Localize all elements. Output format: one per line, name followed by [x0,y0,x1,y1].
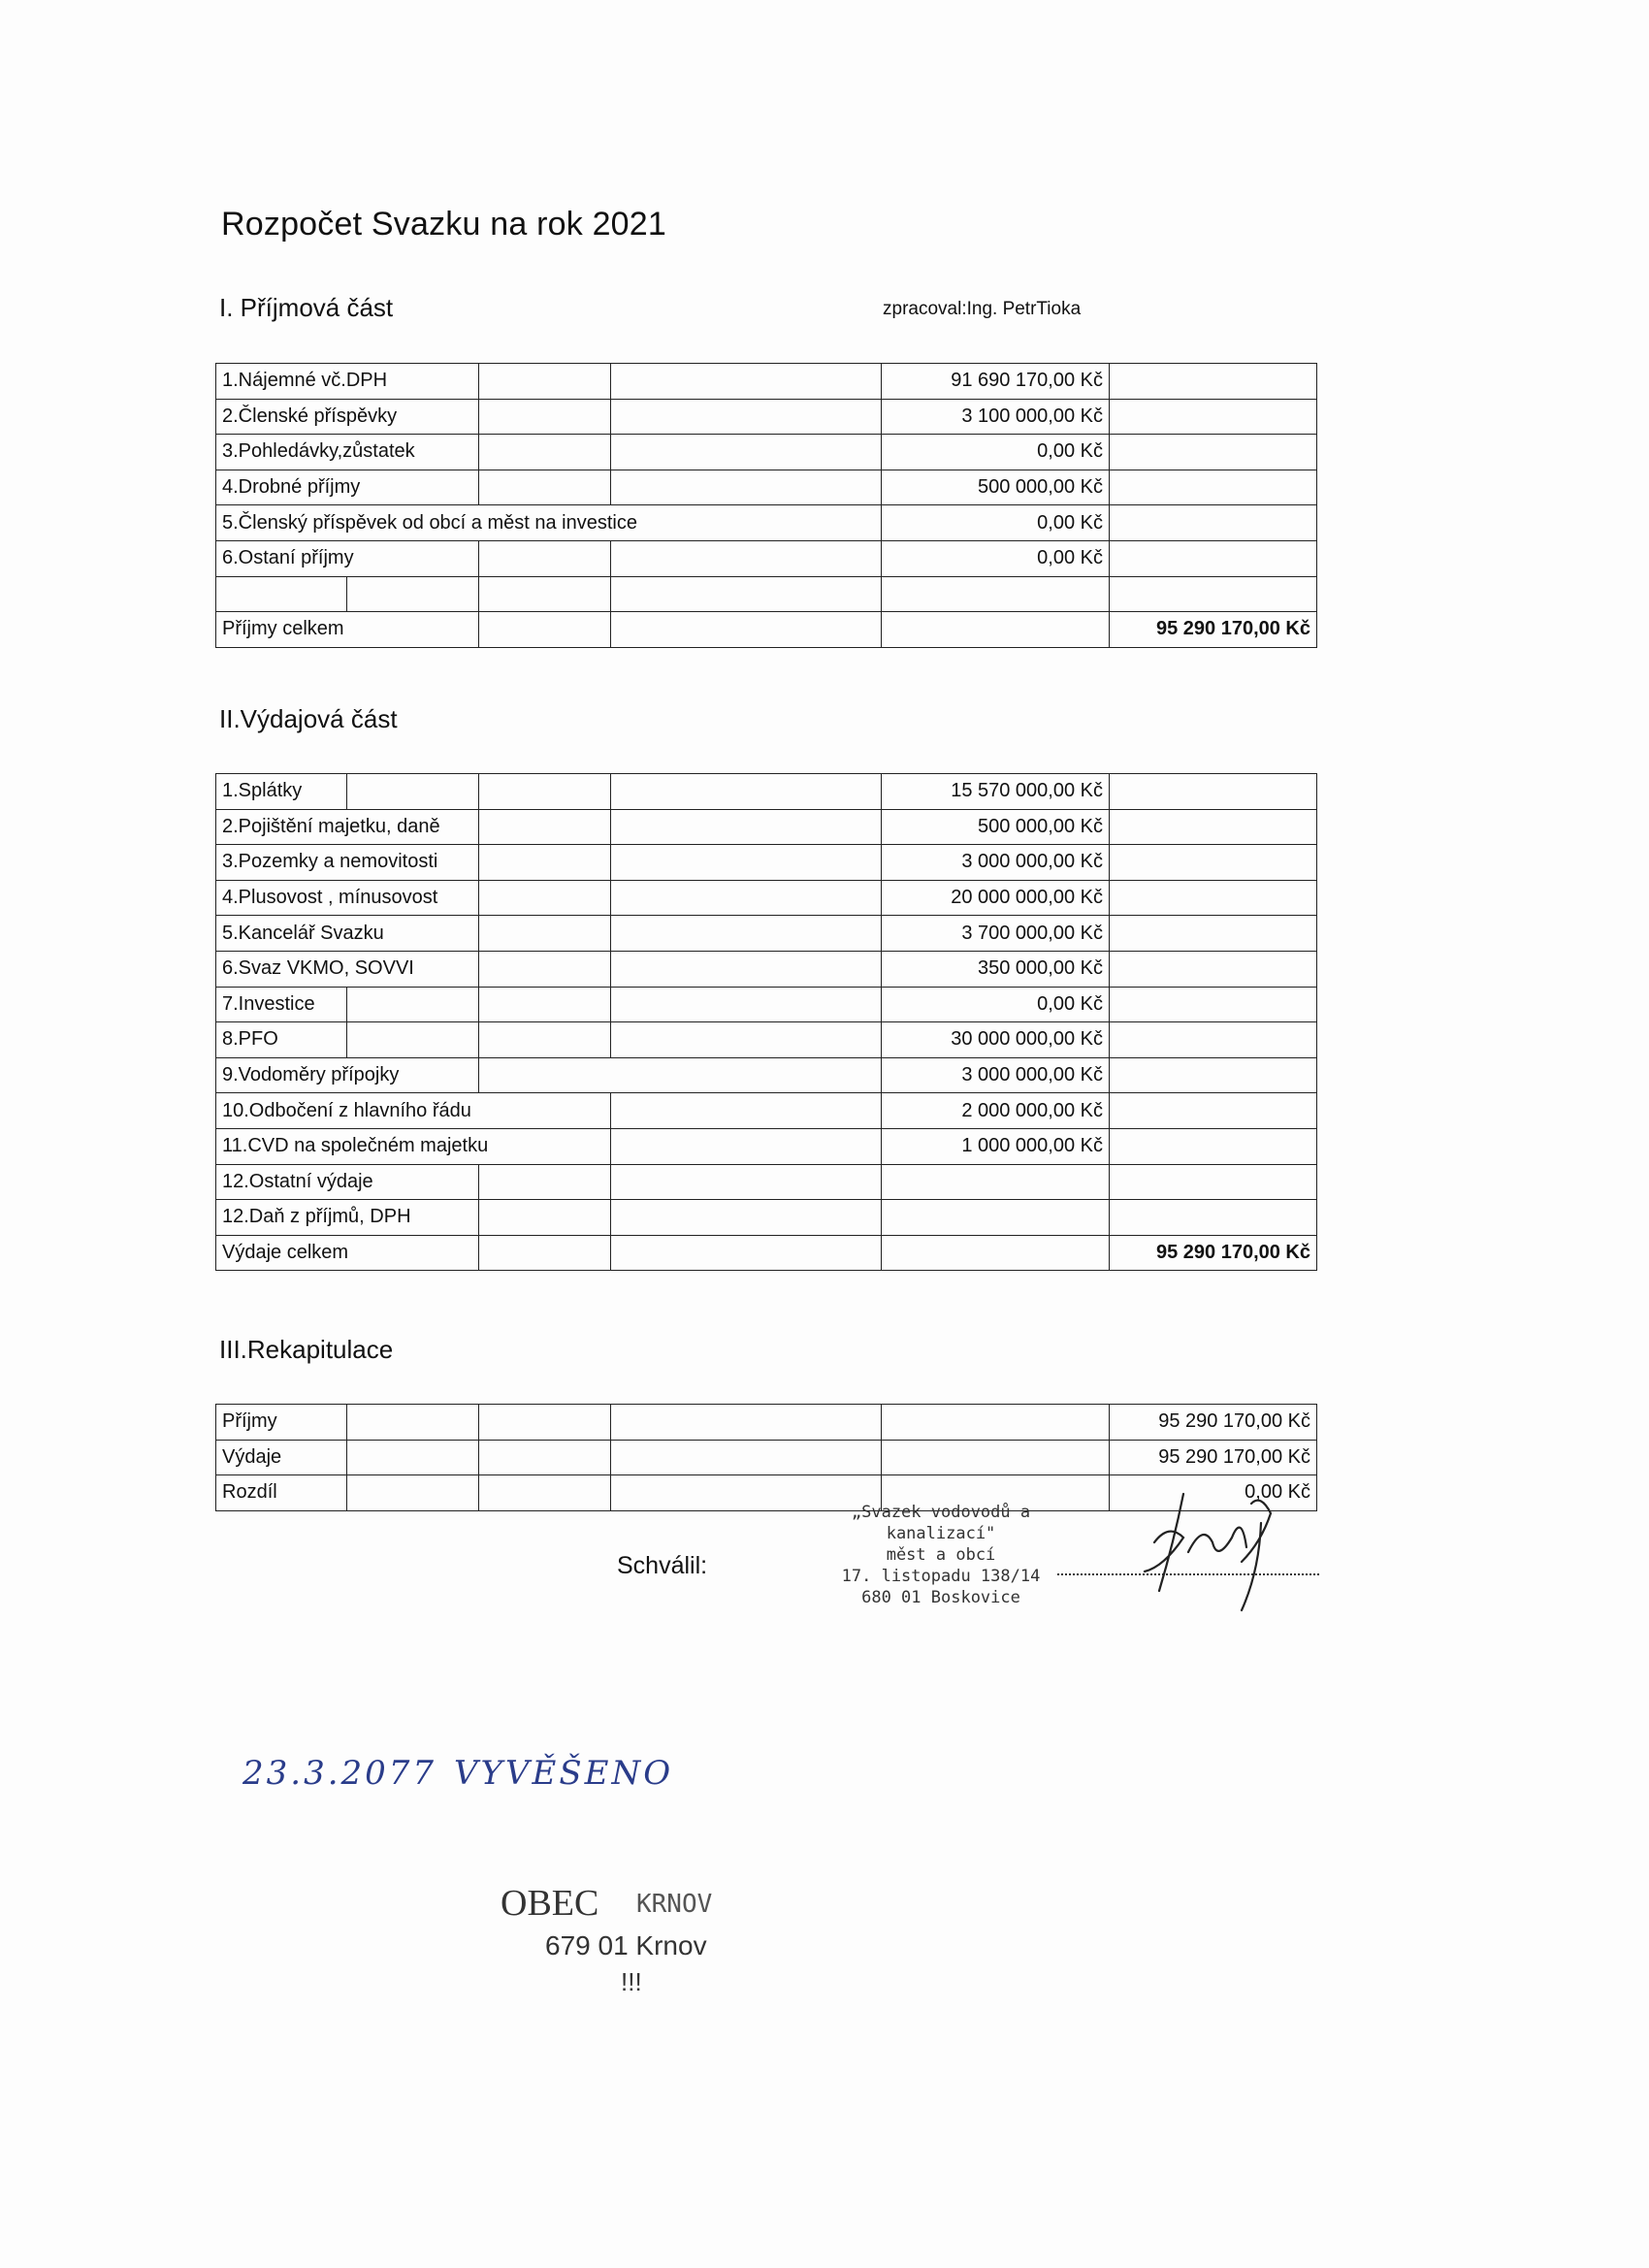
total-label: Výdaje celkem [216,1235,479,1271]
table-row [216,576,1317,612]
table-row [216,1093,1317,1129]
table-row [216,951,1317,987]
prepared-by: zpracoval:Ing. PetrTioka [883,299,1082,319]
municipality-mark: !!! [621,1967,642,1996]
table-row [216,435,1317,470]
row-label: 4.Plusovost , mínusovost [216,880,479,916]
total-amount: 95 290 170,00 Kč [1110,1235,1317,1271]
row-label: 8.PFO [216,1022,347,1058]
row-label: 2.Členské příspěvky [216,399,479,435]
municipality-name: OBEC [501,1883,599,1924]
row-amount: 20 000 000,00 Kč [882,880,1110,916]
table-row [216,1200,1317,1236]
signature-icon [1116,1484,1310,1620]
table-row [216,880,1317,916]
table-row [216,1057,1317,1093]
row-label: 4.Drobné příjmy [216,470,479,505]
table-row [216,774,1317,810]
row-label: 7.Investice [216,987,347,1022]
row-amount: 1 000 000,00 Kč [882,1128,1110,1164]
posted-date: 23.3.2077 [242,1754,437,1793]
row-label: 5.Členský příspěvek od obcí a měst na investice [216,505,882,541]
row-amount: 350 000,00 Kč [882,951,1110,987]
page-title: Rozpočet Svazku na rok 2021 [221,206,667,243]
total-row [216,1235,1317,1271]
total-row [216,612,1317,648]
row-label: Příjmy [216,1405,347,1441]
row-label: 9.Vodoměry přípojky [216,1057,479,1093]
row-amount: 2 000 000,00 Kč [882,1093,1110,1129]
row-amount: 15 570 000,00 Kč [882,774,1110,810]
organization-stamp: „Svazek vodovodů a kanalizací" měst a obcí 17. listopadu 138/14 680 01 Boskovice [841,1503,1041,1607]
row-amount: 0,00 Kč [1110,1475,1317,1511]
row-label: 12.Daň z příjmů, DPH [216,1200,479,1236]
table-row [216,916,1317,952]
row-amount [882,1200,1110,1236]
row-label: 2.Pojištění majetku, daně [216,809,479,845]
table-row [216,1164,1317,1200]
table-row [216,1022,1317,1058]
row-label: 10.Odbočení z hlavního řádu [216,1093,611,1129]
row-label: 3.Pozemky a nemovitosti [216,845,479,881]
posted-text: VYVĚŠENO [454,1754,674,1793]
row-label: Rozdíl [216,1475,347,1511]
approval-label: Schválil: [617,1552,708,1579]
table-row [216,470,1317,505]
row-label: 6.Svaz VKMO, SOVVI [216,951,479,987]
table-row [216,505,1317,541]
row-amount: 95 290 170,00 Kč [1110,1405,1317,1441]
row-amount: 3 000 000,00 Kč [882,1057,1110,1093]
row-amount: 95 290 170,00 Kč [1110,1440,1317,1475]
row-amount: 3 100 000,00 Kč [882,399,1110,435]
table-row [216,845,1317,881]
table-row [216,987,1317,1022]
row-label: Výdaje [216,1440,347,1475]
row-amount: 3 000 000,00 Kč [882,845,1110,881]
row-label: 6.Ostaní příjmy [216,540,479,576]
expenses-heading: II.Výdajová část [219,704,398,733]
row-amount: 0,00 Kč [882,987,1110,1022]
table-row [216,540,1317,576]
row-label: 5.Kancelář Svazku [216,916,479,952]
row-amount: 0,00 Kč [882,435,1110,470]
row-label: 1.Splátky [216,774,347,810]
table-row [216,399,1317,435]
row-amount [882,1164,1110,1200]
row-amount: 3 700 000,00 Kč [882,916,1110,952]
row-amount: 0,00 Kč [882,540,1110,576]
table-row [216,364,1317,400]
table-row [216,1405,1317,1441]
row-amount: 0,00 Kč [882,505,1110,541]
row-label: 3.Pohledávky,zůstatek [216,435,479,470]
row-label: 1.Nájemné vč.DPH [216,364,479,400]
row-amount: 91 690 170,00 Kč [882,364,1110,400]
row-label: 11.CVD na společném majetku [216,1128,611,1164]
table-row [216,1440,1317,1475]
table-row [216,1128,1317,1164]
municipality-handwritten: KRNOV [636,1890,713,1919]
municipality-address: 679 01 Krnov [545,1930,707,1960]
row-amount: 500 000,00 Kč [882,470,1110,505]
recap-heading: III.Rekapitulace [219,1335,394,1364]
total-amount: 95 290 170,00 Kč [1110,612,1317,648]
income-heading: I. Příjmová část [219,293,394,322]
expenses-table [215,773,1317,1271]
income-table [215,363,1317,648]
table-row [216,809,1317,845]
total-label: Příjmy celkem [216,612,479,648]
row-label: 12.Ostatní výdaje [216,1164,479,1200]
row-amount: 500 000,00 Kč [882,809,1110,845]
row-amount: 30 000 000,00 Kč [882,1022,1110,1058]
